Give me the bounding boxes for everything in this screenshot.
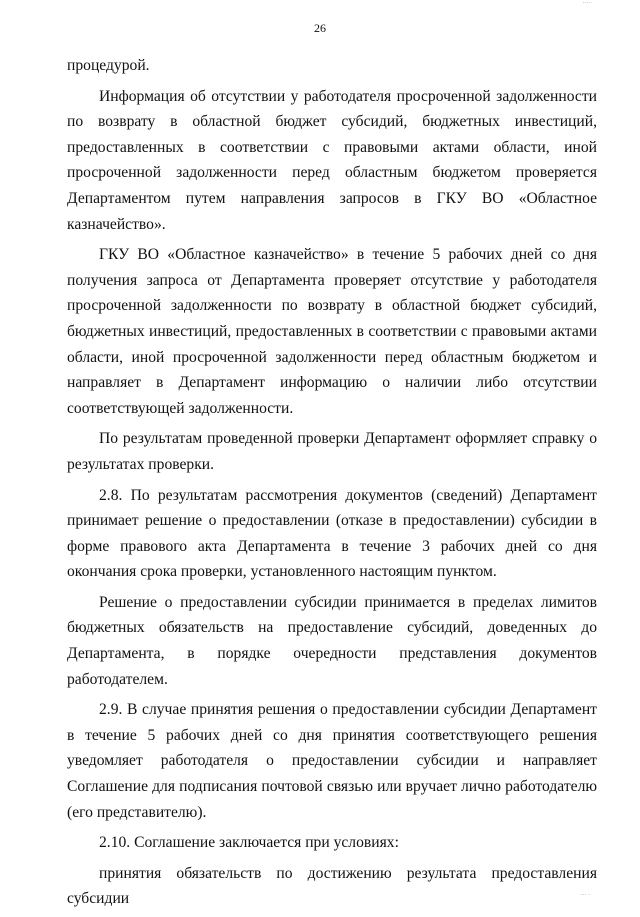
paragraph-2-10-conditions: 2.10. Соглашение заключается при условиях:	[99, 834, 399, 852]
paragraph-2-8-decision: 2.8. По результатам рассмотрения документов (сведений) Департамент принимает решение о предоставлении (отказе в предоставлении) субсидии в форме правового акта Департамента в течение 3 рабочих дней со дня окончания срока проверки, установленного настоящим пунктом.	[67, 486, 597, 581]
scan-mark-bottom: ··· ·	[580, 892, 590, 899]
paragraph-condition-obligations: принятия обязательств по достижению результата предоставления субсидии	[67, 864, 597, 908]
paragraph-check-certificate: По результатам проведенной проверки Департамент оформляет справку о результатах проверки.	[67, 430, 597, 473]
scan-mark-top: ·····	[582, 0, 592, 7]
paragraph-continuation: процедурой.	[67, 57, 150, 74]
page-number: 26	[314, 21, 326, 35]
paragraph-treasury-check: ГКУ ВО «Областное казначейство» в течение 5 рабочих дней со дня получения запроса от Департамента проверяет отсутствие у работодателя просроченной задолженности по возврату в областной бюджет субсидий, бюджетных инвестиций, предоставленных в соответствии с правовыми актами области, иной просроченной задолженности перед областным бюджетом и направляет в Департамент информацию о наличии либо отсутствии соответствующей задолженности.	[67, 246, 597, 417]
paragraph-2-9-notification: 2.9. В случае принятия решения о предоставлении субсидии Департамент в течение 5 рабочих дней со дня принятия соответствующего решения уведомляет работодателя о предоставлении субсидии и направляет Соглашение для подписания почтовой связью или вручает лично работодателю (его представителю).	[67, 701, 597, 821]
paragraph-budget-limits: Решение о предоставлении субсидии принимается в пределах лимитов бюджетных обязательств на предоставление субсидий, доведенных до Департамента, в порядке очередности представления документов работодателем.	[67, 593, 597, 688]
document-body	[67, 53, 597, 917]
paragraph-overdue-debt-info: Информация об отсутствии у работодателя просроченной задолженности по возврату в областной бюджет субсидий, бюджетных инвестиций, предоставленных в соответствии с правовыми актами области, иной просроченной задолженности перед областным бюджетом проверяется Департаментом путем направления запросов в ГКУ ВО «Областное казначейство».	[67, 87, 597, 233]
